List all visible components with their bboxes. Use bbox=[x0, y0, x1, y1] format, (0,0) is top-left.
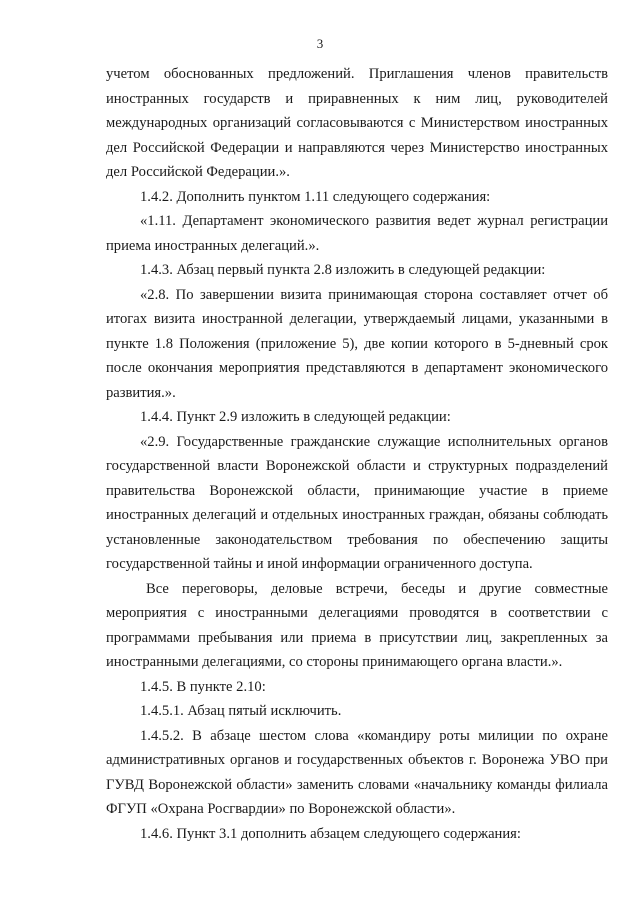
paragraph-continuation: учетом обоснованных предложений. Приглашения членов правительств иностранных государств и приравненных к ним лиц, руководителей международных организаций согласовываются с Министерством иностранных дел Российской Федерации и направляются через Министерство иностранных дел Российской Федерации.». bbox=[106, 66, 608, 180]
paragraph-quote-1-11: «1.11. Департамент экономического развития ведет журнал регистрации приема иностранных делегаций.». bbox=[106, 213, 608, 254]
page-number: 3 bbox=[316, 36, 324, 51]
paragraph-negotiations: Все переговоры, деловые встречи, беседы и другие совместные мероприятия с иностранными делегациями проводятся в соответствии с программами пребывания или приема в присутствии лиц, закрепленных за иностранными делегациями, со стороны принимающего органа власти.». bbox=[106, 580, 608, 670]
paragraph-1-4-5-1: 1.4.5.1. Абзац пятый исключить. bbox=[140, 703, 342, 719]
paragraph-1-4-6: 1.4.6. Пункт 3.1 дополнить абзацем следующего содержания: bbox=[140, 825, 521, 842]
document-body bbox=[106, 62, 608, 846]
paragraph-quote-2-8: «2.8. По завершении визита принимающая сторона составляет отчет об итогах визита иностранной делегации, утверждаемый лицами, указанными в пункте 1.8 Положения (приложение 5), две копии которого в 5-дневный срок после окончания мероприятия представляются в департамент экономического развития.». bbox=[106, 286, 608, 401]
paragraph-1-4-5-2: 1.4.5.2. В абзаце шестом слова «командиру роты милиции по охране административных органов и государственных объектов г. Воронежа УВО при ГУВД Воронежской области» заменить словами «начальнику команды филиала ФГУП «Охрана Росгвардии» по Воронежской области». bbox=[106, 727, 608, 817]
paragraph-1-4-5: 1.4.5. В пункте 2.10: bbox=[140, 678, 266, 695]
paragraph-quote-2-9: «2.9. Государственные гражданские служащие исполнительных органов государственной власти Воронежской области и структурных подразделений правительства Воронежской области, принимающие участие в приеме иностранных делегаций и отдельных иностранных граждан, обязаны соблюдать установленные законодательством требования по обеспечению защиты государственной тайны и иной информации ограниченного доступа. bbox=[106, 433, 608, 572]
paragraph-1-4-4: 1.4.4. Пункт 2.9 изложить в следующей редакции: bbox=[140, 409, 451, 425]
paragraph-1-4-3: 1.4.3. Абзац первый пункта 2.8 изложить в следующей редакции: bbox=[140, 262, 546, 278]
paragraph-1-4-2: 1.4.2. Дополнить пунктом 1.11 следующего содержания: bbox=[140, 188, 491, 205]
